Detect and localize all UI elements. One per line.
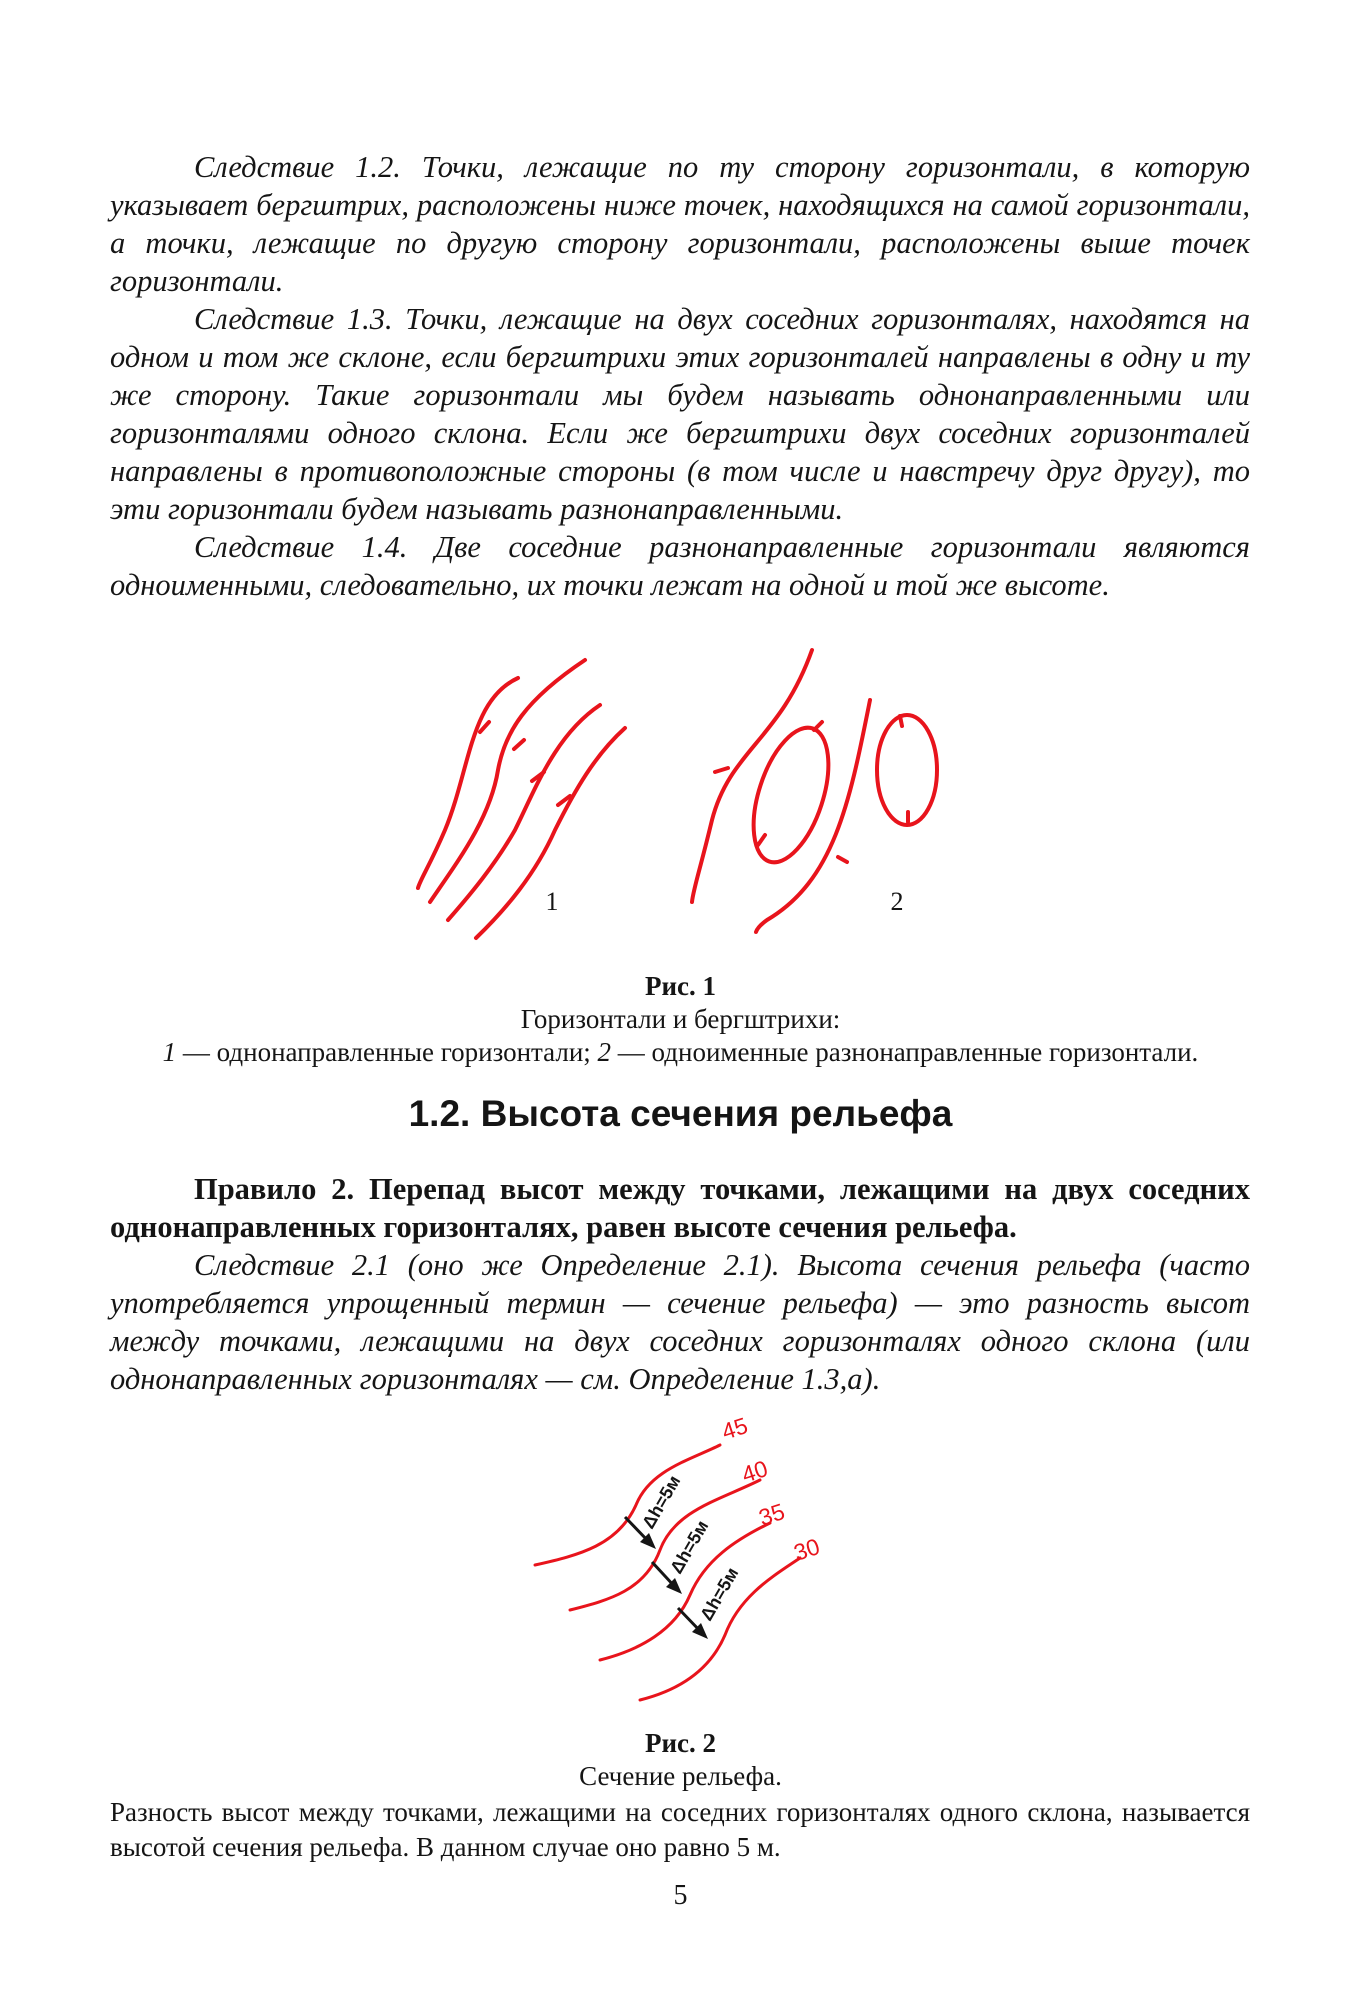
berg-tick	[715, 768, 728, 772]
contour-line	[430, 660, 585, 902]
figure-2-diagram	[0, 1412, 1361, 1725]
figure-1-title: Рис. 1	[644, 971, 717, 1001]
delta-h-label: Δh=5м	[666, 1516, 713, 1577]
caption-num2: 2	[597, 1037, 612, 1067]
figure-1-group-1	[418, 660, 625, 938]
rule-2: Правило 2. Перепад высот между точками, лежащими на двух соседних однонаправленных горизонталях, равен высоте сечения рельефа.	[110, 1172, 1250, 1244]
contour-line	[418, 678, 518, 888]
figure-1-caption-line1: Горизонтали и бергштрихи:	[520, 1004, 841, 1034]
page-number: 5	[673, 1880, 688, 1911]
berg-tick	[900, 716, 902, 726]
berg-tick	[514, 740, 524, 749]
elevation-label-35: 35	[755, 1498, 788, 1531]
section-heading: 1.2. Высота сечения рельефа	[408, 1093, 953, 1134]
corollary-1-2: Следствие 1.2. Точки, лежащие по ту сторону горизонтали, в которую указывает бергштрих, расположены ниже точек, находящихся на самой горизонтали, а точки, лежащие по другую сторону горизонтали, расположены выше точек горизонтали.	[110, 150, 1250, 298]
paragraphs-top	[110, 148, 1250, 604]
corollary-2-1: Следствие 2.1 (оно же Определение 2.1). Высота сечения рельефа (часто употребляется упрощенный термин — сечение рельефа) — это разность высот между точками, лежащими на двух соседних горизонталях одного склона (или однонаправленных горизонталях — см. Определение 1.3,а).	[110, 1248, 1250, 1396]
berg-tick	[814, 722, 822, 730]
figure-1-label-left: 1	[545, 887, 559, 916]
contour-line	[448, 705, 600, 920]
figure-2-caption-text: Сечение рельефа.	[579, 1761, 782, 1791]
corollary-1-4: Следствие 1.4. Две соседние разнонаправленные горизонтали являются одноименными, следовательно, их точки лежат на одной и той же высоте.	[110, 530, 1250, 602]
caption-text1: — однонаправленные горизонтали;	[176, 1037, 598, 1067]
contour-ellipse	[877, 715, 937, 825]
caption-text2: — одноименные разнонаправленные горизонтали.	[611, 1037, 1199, 1067]
elevation-label-30: 30	[790, 1533, 823, 1566]
elevation-label-40: 40	[738, 1455, 771, 1488]
caption-num1: 1	[162, 1037, 177, 1067]
contour-line	[756, 700, 870, 932]
contour-line	[692, 650, 812, 902]
figure-1-label-right: 2	[890, 887, 904, 916]
elevation-label-45: 45	[718, 1412, 751, 1445]
figure-1-caption	[0, 970, 1361, 1069]
berg-tick	[480, 722, 489, 732]
berg-tick	[758, 835, 765, 845]
figure-1-group-2	[692, 650, 937, 932]
figure-2-title: Рис. 2	[644, 1728, 717, 1758]
berg-tick	[838, 857, 847, 862]
figure-2-caption	[0, 1727, 1361, 1793]
delta-h-label: Δh=5м	[638, 1471, 685, 1532]
figure-1-caption-line2	[0, 1036, 1361, 1069]
corollary-1-3: Следствие 1.3. Точки, лежащие на двух соседних горизонталях, находятся на одном и том же склоне, если бергштрихи этих горизонталей направлены в одну и ту же сторону. Такие горизонтали мы будем называть однонаправленными или горизонталями одного склона. Если же бергштрихи двух соседних горизонталей направлены в противоположные стороны (в том числе и навстречу друг другу), то эти горизонтали будем называть разнонаправленными.	[110, 302, 1250, 526]
delta-h-label: Δh=5м	[696, 1563, 743, 1624]
note-text: Разность высот между точками, лежащими на соседних горизонталях одного склона, называется высотой сечения рельефа. В данном случае оно равно 5 м.	[110, 1797, 1250, 1862]
figure-1-diagram	[0, 640, 1361, 1000]
note-block	[110, 1795, 1250, 1865]
paragraphs-middle	[110, 1170, 1250, 1398]
